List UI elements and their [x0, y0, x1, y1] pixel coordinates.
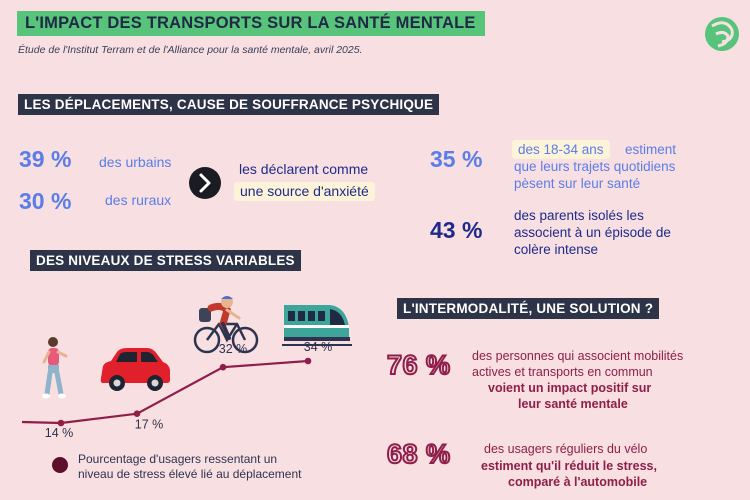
- stat-76-line-2: actives et transports en commun: [472, 365, 653, 379]
- page-subtitle: Étude de l'Institut Terram et de l'Alliance pour la santé mentale, avril 2025.: [18, 44, 363, 56]
- stat-urbains-label: des urbains: [99, 154, 172, 170]
- stat-68-strong-2: comparé à l'automobile: [508, 475, 648, 489]
- section-title-intermodalite: L'INTERMODALITÉ, UNE SOLUTION ?: [397, 298, 659, 319]
- stat-76-strong-2: leur santé mentale: [518, 397, 628, 411]
- stat-young-line-3: pèsent sur leur santé: [514, 176, 641, 191]
- stat-ruraux-label: des ruraux: [105, 192, 172, 208]
- cyclist-icon: [193, 294, 259, 356]
- stress-label-4: 34 %: [303, 340, 333, 354]
- stat-parents-line-1: des parents isolés les: [514, 208, 644, 223]
- stat-ruraux-value: 30 %: [19, 188, 72, 214]
- stat-parents-line-3: colère intense: [514, 242, 599, 257]
- stat-76-line-1: des personnes qui associent mobilités: [472, 349, 684, 363]
- stat-68-value: 68 %: [387, 439, 451, 469]
- chevron-right-icon: [188, 166, 222, 200]
- stat-68-line-1: des usagers réguliers du vélo: [484, 442, 648, 456]
- stress-label-2: 17 %: [134, 417, 164, 432]
- declare-line-1: les déclarent comme: [239, 161, 369, 177]
- walking-person-icon: [37, 336, 71, 400]
- stress-point-4: [305, 358, 312, 365]
- stat-68-strong-1: estiment qu'il réduit le stress,: [481, 459, 657, 473]
- stat-76-strong-1: voient un impact positif sur: [488, 381, 652, 395]
- section-title-deplacements: LES DÉPLACEMENTS, CAUSE DE SOUFFRANCE PSYCHIQUE: [18, 94, 439, 115]
- car-icon: [97, 346, 173, 394]
- stat-young-line-2: que leurs trajets quotidiens: [514, 159, 676, 174]
- stress-label-1: 14 %: [44, 426, 74, 440]
- stress-point-2: [134, 410, 141, 417]
- stress-point-3: [220, 364, 227, 371]
- stat-urbains-value: 39 %: [19, 146, 72, 172]
- stat-young-value: 35 %: [430, 146, 483, 172]
- stat-young-highlight: des 18-34 ans: [512, 140, 610, 159]
- train-icon: [282, 297, 352, 347]
- stat-76-value: 76 %: [387, 350, 451, 380]
- page-title: L'IMPACT DES TRANSPORTS SUR LA SANTÉ MENTALE: [17, 11, 485, 36]
- stat-parents-value: 43 %: [430, 217, 483, 243]
- legend-line-2: niveau de stress élevé lié au déplacement: [78, 467, 302, 481]
- stat-parents-line-2: associent à un épisode de: [514, 225, 671, 240]
- stress-label-3: 32 %: [218, 342, 248, 357]
- section-title-stress: DES NIVEAUX DE STRESS VARIABLES: [30, 250, 301, 271]
- legend-line-1: Pourcentage d'usagers ressentant un: [78, 452, 278, 466]
- swirl-logo-icon: [704, 14, 740, 54]
- stress-point-1: [58, 420, 65, 427]
- stat-young-line-1: estiment: [625, 142, 677, 157]
- legend-dot-icon: [51, 456, 69, 474]
- declare-line-2: une source d'anxiété: [234, 182, 375, 201]
